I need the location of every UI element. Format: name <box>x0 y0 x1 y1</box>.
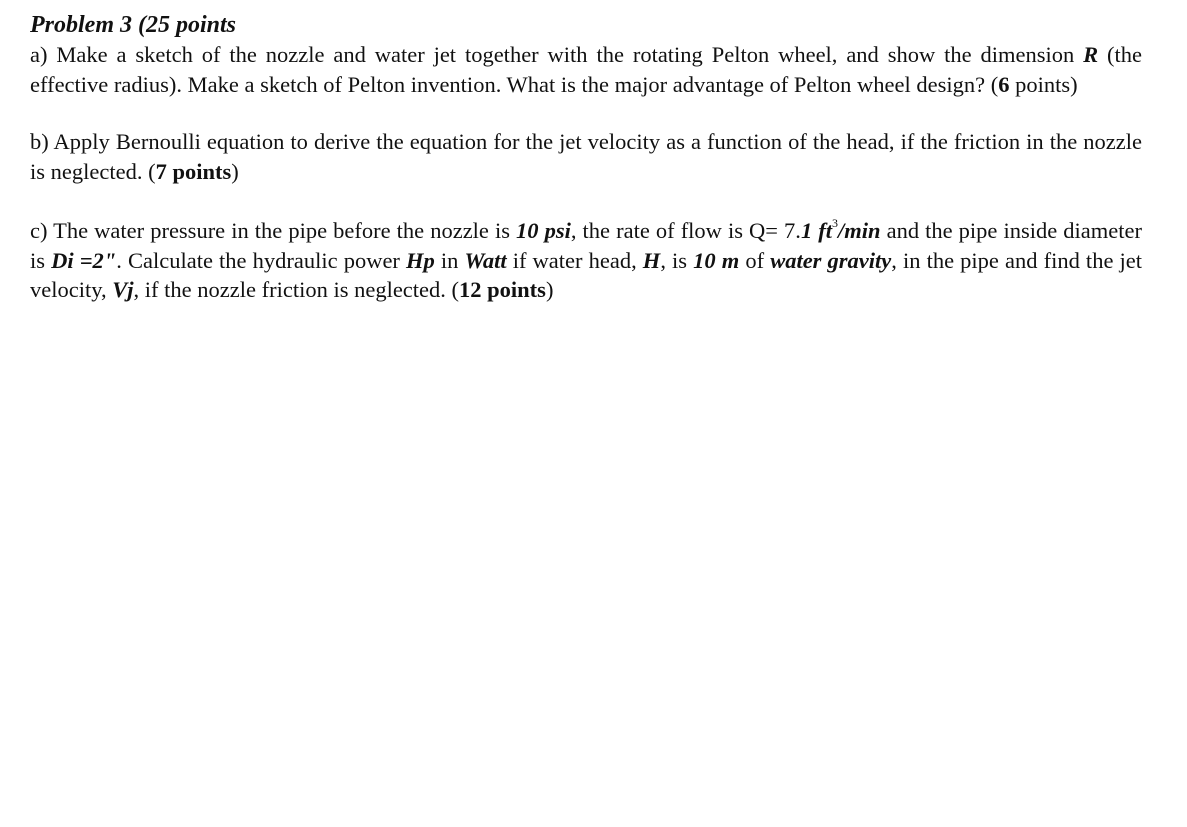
problem-page <box>30 10 1142 305</box>
part-c-flow-exponent: 3 <box>832 216 838 230</box>
part-b-text-2: ) <box>231 158 239 184</box>
part-c-hp-symbol: Hp <box>406 247 435 273</box>
part-a-paragraph <box>30 40 1142 99</box>
part-c-text-2: , the rate of flow is Q= 7. <box>570 218 801 243</box>
part-c-diameter: Di =2" <box>51 247 117 273</box>
part-c-text-4: . Calculate the hydraulic power <box>116 247 407 273</box>
part-a-points: 6 <box>998 71 1010 97</box>
part-b-points: 7 points <box>155 158 232 184</box>
part-c-points: 12 points <box>459 277 546 302</box>
part-c-pressure: 10 psi <box>516 218 571 243</box>
part-c-flow-unit: /min <box>838 218 881 243</box>
part-b-paragraph <box>30 127 1142 186</box>
part-c-paragraph <box>30 216 1142 305</box>
part-c-text-6: if water head, <box>506 247 643 273</box>
part-a-text-2: (the effective radius). Make a sketch of Pelton invention. What is the major advantage of Pelton wheel design? ( <box>30 42 1142 97</box>
part-c-text-11: ) <box>545 277 554 302</box>
part-c-text-7: , is <box>660 247 694 273</box>
part-a-text-1: a) Make a sketch of the nozzle and water jet together with the rotating Pelton wheel, and show the dimension <box>30 42 1084 67</box>
part-c-text-8: of <box>739 247 771 273</box>
part-c-text-9: , in the pipe and find the jet velocity, <box>30 247 1143 302</box>
part-c-water-gravity: water gravity <box>770 247 892 273</box>
part-c-head-symbol: H <box>642 247 661 273</box>
part-c-flow-value: 1 ft <box>800 218 832 243</box>
part-c-text-3: and the pipe inside diameter is <box>30 218 1142 273</box>
problem-title: Problem 3 (25 points <box>30 12 237 38</box>
part-c-head-value: 10 m <box>693 247 740 273</box>
part-a-radius-symbol: R <box>1083 42 1099 67</box>
part-a-text-3: points) <box>1009 71 1078 97</box>
part-c-vj-symbol: Vj <box>112 277 134 302</box>
part-c-watt: Watt <box>464 247 507 273</box>
part-c-text-10: , if the nozzle friction is neglected. ( <box>133 277 460 302</box>
part-b-text-1: b) Apply Bernoulli equation to derive the equation for the jet velocity as a function of the head, if the friction in the nozzle is neglected. ( <box>30 129 1142 184</box>
part-c-text-5: in <box>434 247 465 273</box>
part-c-text-1: c) The water pressure in the pipe before the nozzle is <box>30 218 517 243</box>
